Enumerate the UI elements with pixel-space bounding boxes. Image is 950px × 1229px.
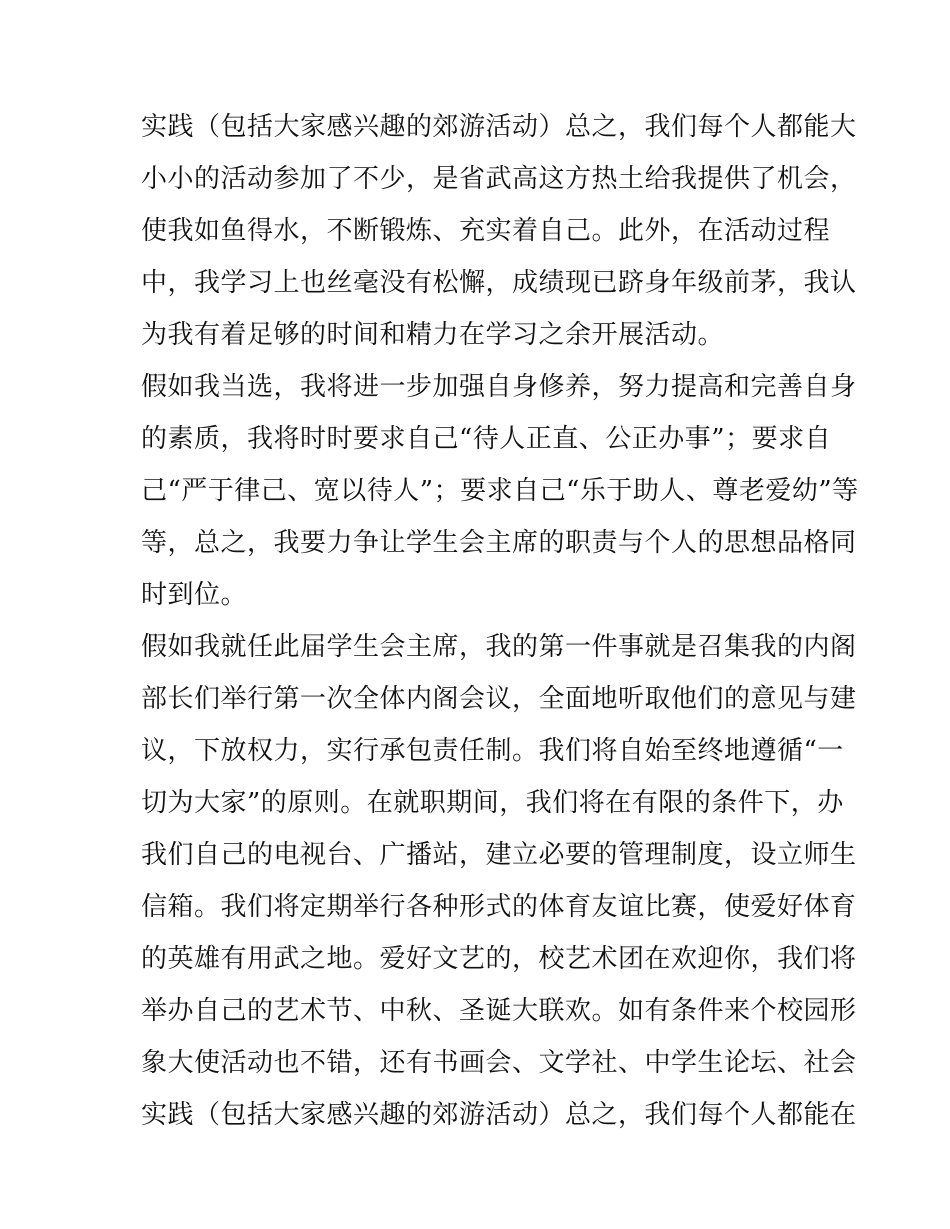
text-line: 部长们举行第一次全体内阁会议，全面地听取他们的意见与建 <box>141 684 857 714</box>
text-line: 的素质，我将时时要求自己“待人正直、公正办事”；要求自 <box>141 424 832 454</box>
text-line: 信箱。我们将定期举行各种形式的体育友谊比赛，使爱好体育 <box>141 892 857 922</box>
text-line: 假如我就任此届学生会主席，我的第一件事就是召集我的内阁 <box>141 632 857 662</box>
text-line: 实践（包括大家感兴趣的郊游活动）总之，我们每个人都能大 <box>141 112 857 142</box>
body-text <box>141 101 859 1141</box>
text-line: 假如我当选，我将进一步加强自身修养，努力提高和完善自身 <box>141 372 857 402</box>
text-line: 中，我学习上也丝毫没有松懈，成绩现已跻身年级前茅，我认 <box>141 268 857 298</box>
text-line: 举办自己的艺术节、中秋、圣诞大联欢。如有条件来个校园形 <box>141 996 857 1026</box>
text-line: 的英雄有用武之地。爱好文艺的，校艺术团在欢迎你，我们将 <box>141 944 857 974</box>
text-line: 实践（包括大家感兴趣的郊游活动）总之，我们每个人都能在 <box>141 1100 857 1130</box>
text-line: 等，总之，我要力争让学生会主席的职责与个人的思想品格同 <box>141 528 857 558</box>
text-line: 小小的活动参加了不少，是省武高这方热土给我提供了机会， <box>141 164 857 194</box>
text-line: 议，下放权力，实行承包责任制。我们将自始至终地遵循“一 <box>141 736 844 766</box>
text-line: 切为大家”的原则。在就职期间，我们将在有限的条件下，办 <box>141 788 844 818</box>
text-line: 己“严于律己、宽以待人”；要求自己“乐于助人、尊老爱幼”等 <box>141 476 859 506</box>
text-line: 使我如鱼得水，不断锻炼、充实着自己。此外，在活动过程 <box>141 216 831 246</box>
text-line: 象大使活动也不错，还有书画会、文学社、中学生论坛、社会 <box>141 1048 857 1078</box>
text-line: 我们自己的电视台、广播站，建立必要的管理制度，设立师生 <box>141 840 857 870</box>
text-line: 为我有着足够的时间和精力在学习之余开展活动。 <box>141 320 725 350</box>
text-line: 时到位。 <box>141 580 248 610</box>
